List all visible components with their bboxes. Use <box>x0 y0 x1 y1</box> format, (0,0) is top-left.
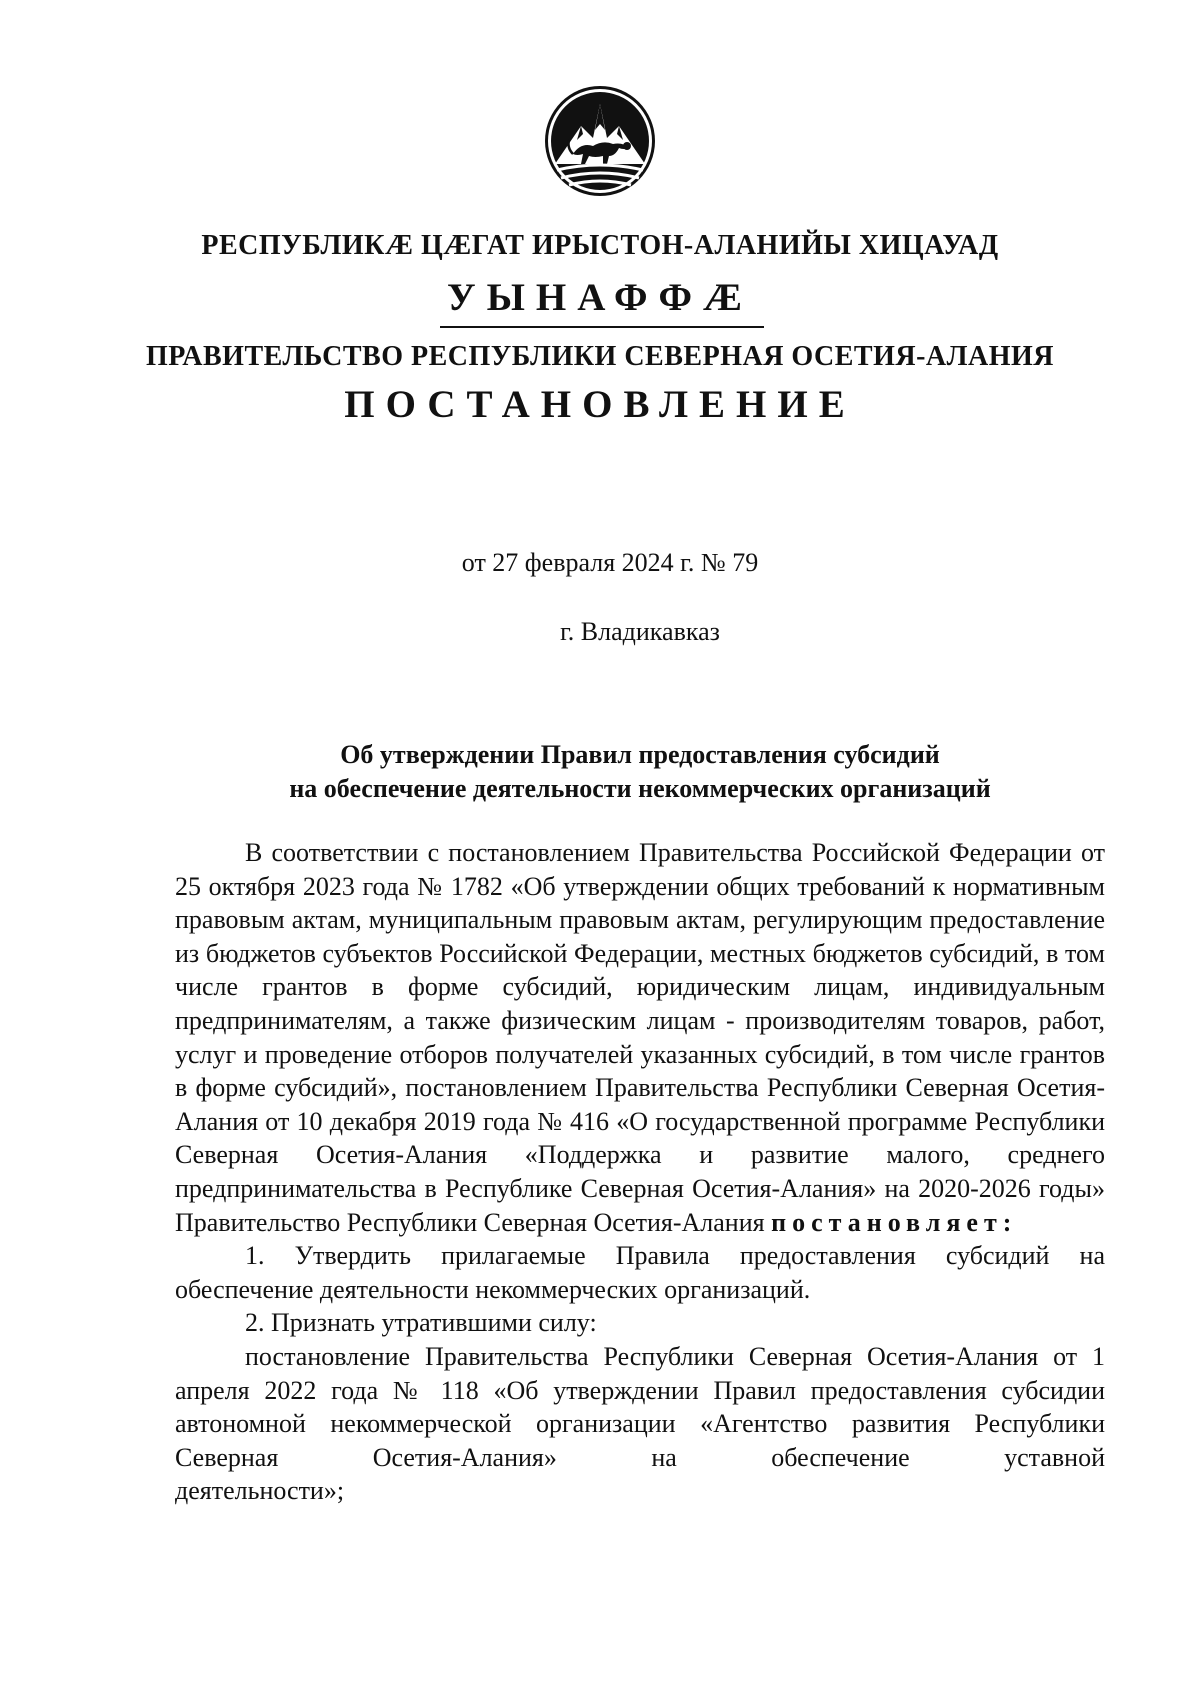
ossetian-government-name: РЕСПУБЛИКӔ ЦӔГАТ ИРЫСТОН-АЛАНИЙЫ ХИЦАУАД <box>201 230 999 261</box>
preamble-paragraph <box>175 836 1105 1239</box>
document-title-line-1: Об утверждении Правил предоставления субсидий <box>340 740 940 769</box>
coat-of-arms-emblem <box>543 84 657 198</box>
snow-leopard-icon <box>543 84 657 198</box>
item-2-sub-1-end: деятельности»; <box>175 1476 345 1506</box>
document-city: г. Владикавказ <box>560 617 720 646</box>
item-1-paragraph: 1. Утвердить прилагаемые Правила предоставления субсидий на обеспечение деятельности некоммерческих организаций. <box>175 1241 1105 1304</box>
document-title <box>175 738 1105 806</box>
header-divider <box>440 326 764 328</box>
russian-government-name: ПРАВИТЕЛЬСТВО РЕСПУБЛИКИ СЕВЕРНАЯ ОСЕТИЯ-АЛАНИЯ <box>145 341 1055 372</box>
preamble-text: В соответствии с постановлением Правительства Российской Федерации от 25 октября 2023 года № 1782 «Об утверждении общих требований к нормативным правовым актам, муниципальным правовым актам, регулирующим предоставление из бюджетов субъектов Российской Федерации, местных бюджетов субсидий, в том числе грантов в форме субсидий, юридическим лицам, индивидуальным предпринимателям, а также физическим лицам - производителям товаров, работ, услуг и проведение отборов получателей указанных субсидий, в том числе грантов в форме субсидий», постановлением Правительства Республики Северная Осетия-Алания от 10 декабря 2019 года № 416 «О государственной программе Республики Северная Осетия-Алания «Поддержка и развитие малого, среднего предпринимательства в Республике Северная Осетия-Алания» на 2020-2026 годы» Правительство Республики Северная Осетия-Алания <box>175 838 1105 1237</box>
item-2-paragraph: 2. Признать утратившими силу: <box>245 1308 597 1338</box>
ossetian-document-type: УЫНАФФӔ <box>447 276 753 319</box>
item-2-sub-1-paragraph: постановление Правительства Республики Северная Осетия-Алания от 1 апреля 2022 года № 118 «Об утверждении Правил предоставления субсидии автономной некоммерческой организации «Агентство развития Республики Северная Осетия-Алания» на обеспечение уставной <box>175 1341 1105 1472</box>
document-body <box>175 836 1105 1508</box>
document-date-number: от 27 февраля 2024 г. № 79 <box>461 548 759 577</box>
russian-document-type: ПОСТАНОВЛЕНИЕ <box>344 383 856 426</box>
decree-word: постановляет: <box>771 1207 1018 1237</box>
document-title-line-2: на обеспечение деятельности некоммерческих организаций <box>289 774 991 803</box>
